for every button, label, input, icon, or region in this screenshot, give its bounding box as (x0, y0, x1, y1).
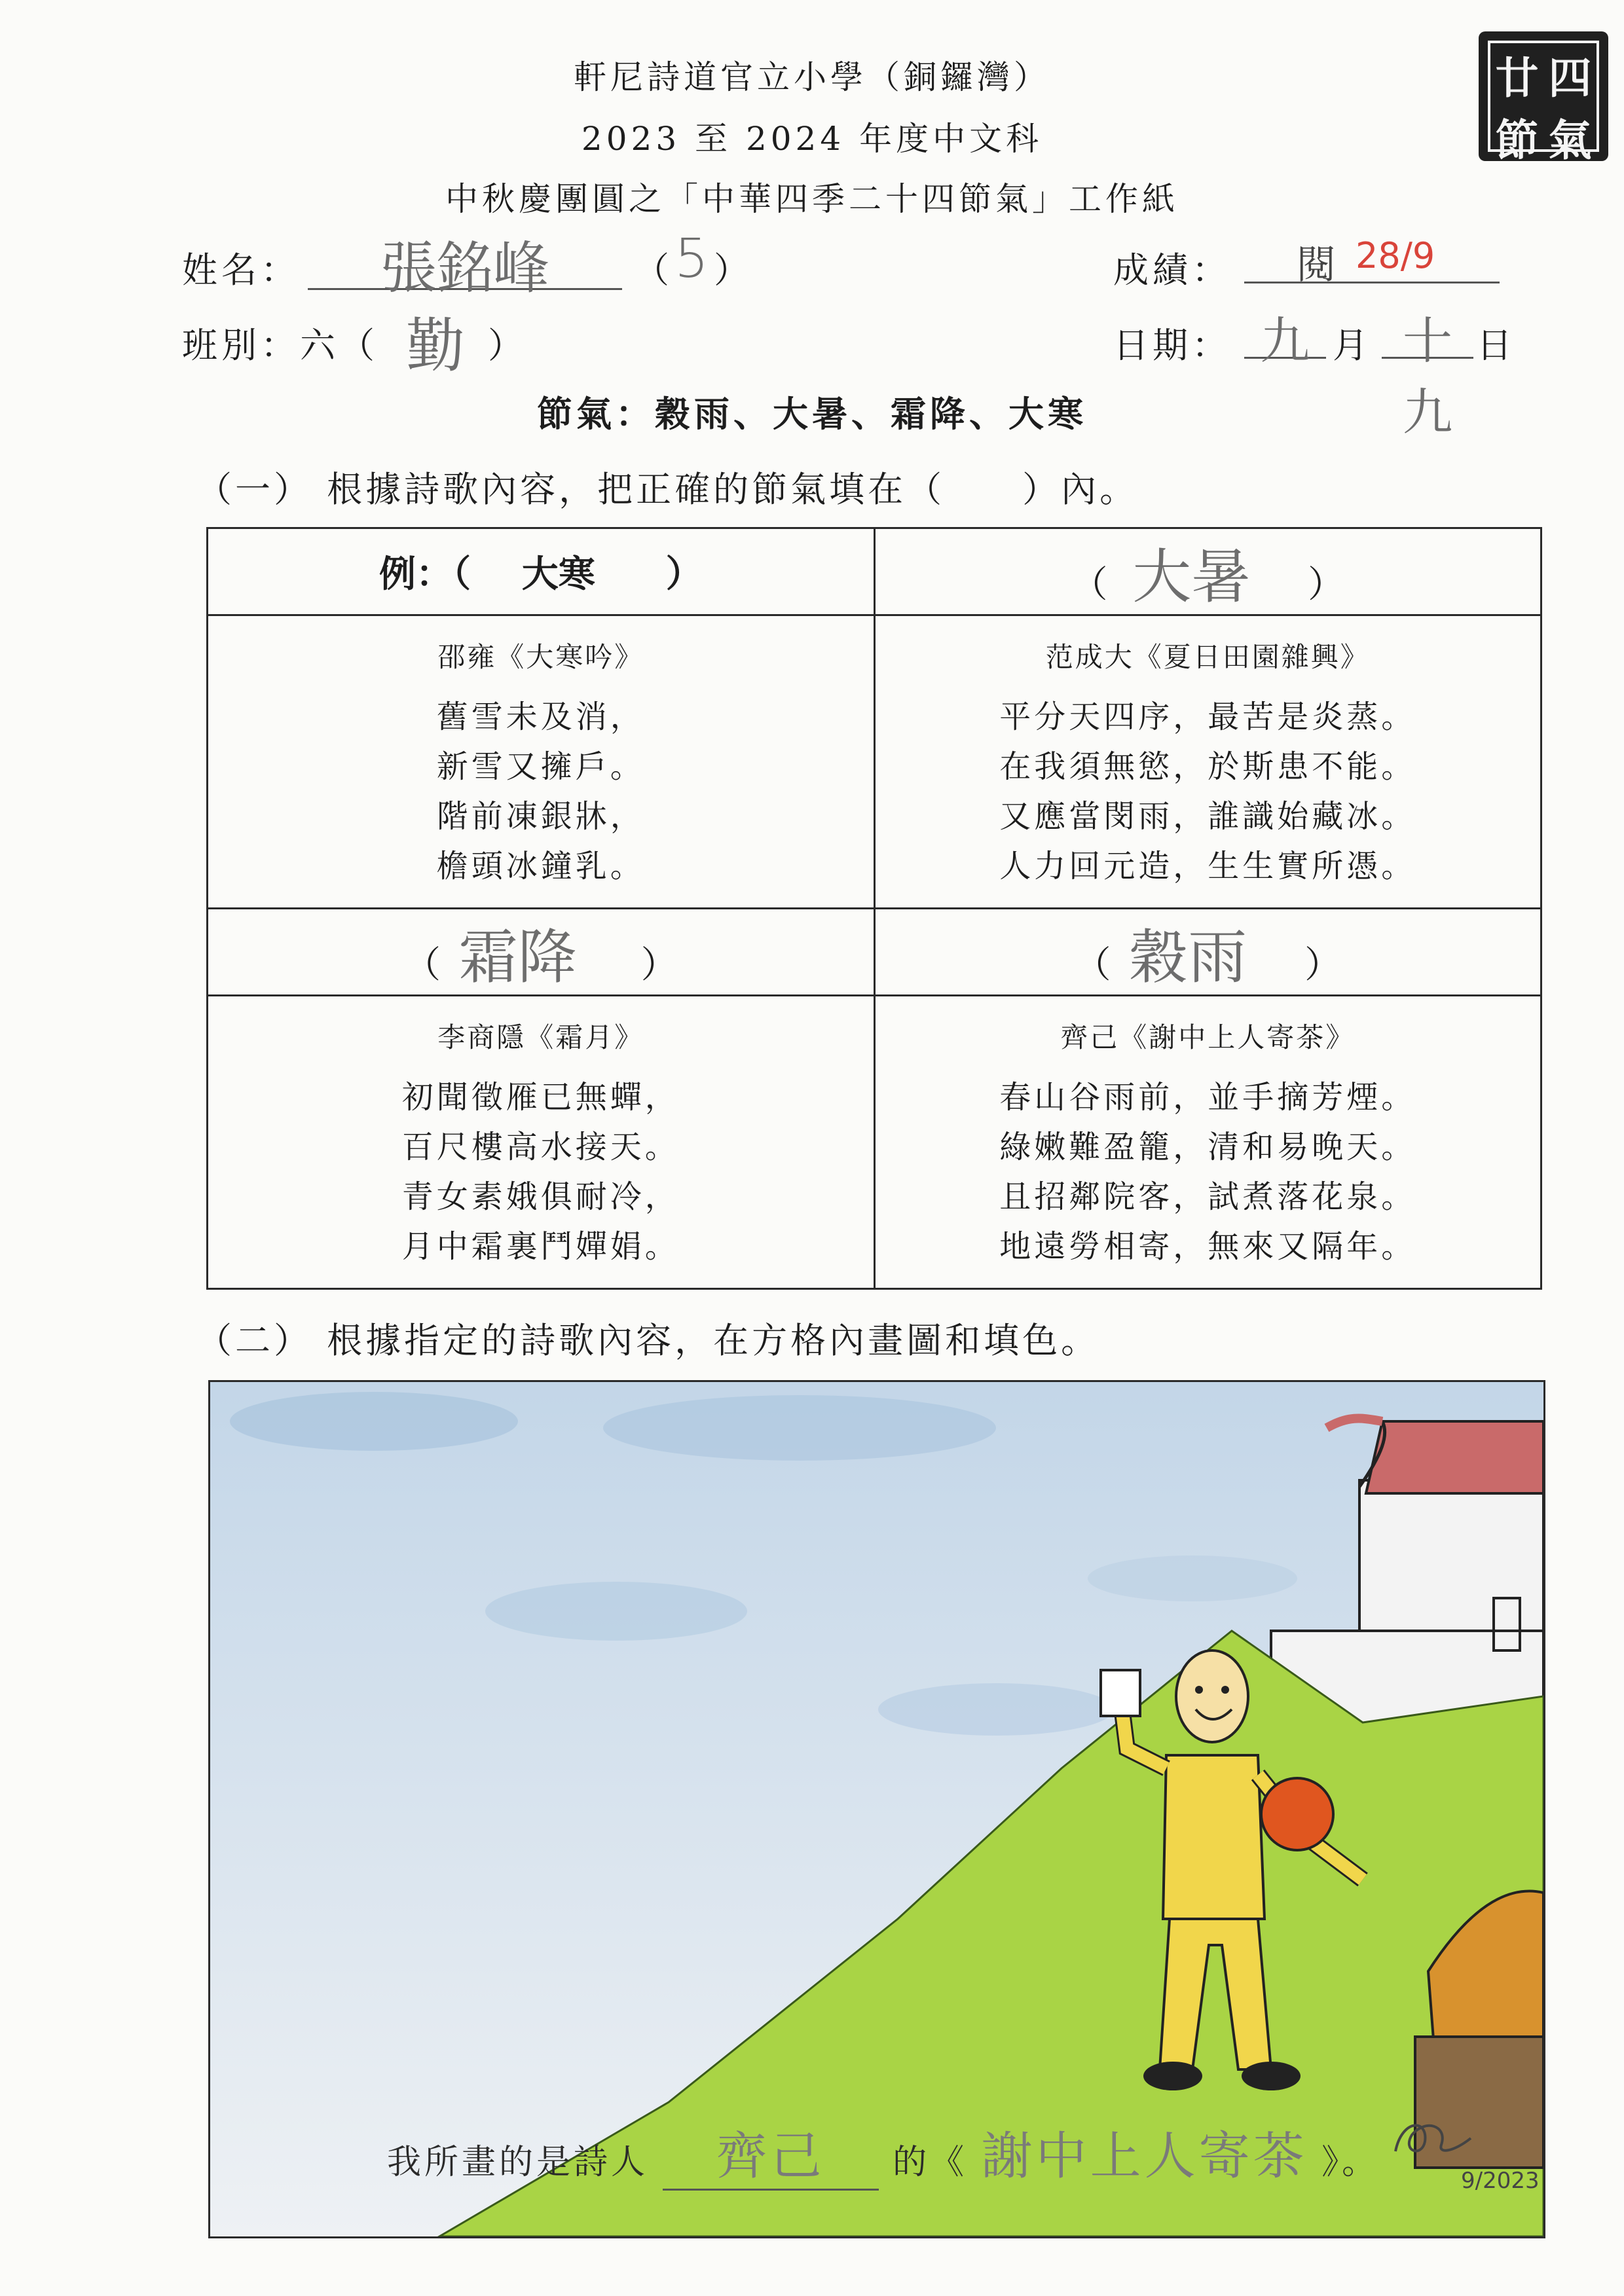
poem-3-line-4: 月中霜裏鬥嬋娟。 (401, 1228, 680, 1265)
poem-4-line-3: 且招鄰院客，試煮落花泉。 (999, 1178, 1416, 1215)
worksheet-title: 中秋慶團圓之「中華四季二十四節氣」工作紙 (445, 180, 1179, 218)
poem-4-line-4: 地遠勞相寄，無來又隔年。 (999, 1228, 1416, 1265)
poem-source-2: 范成大《夏日田園雜興》 (1045, 641, 1370, 673)
class-close: ） (488, 325, 527, 366)
answer-2[interactable]: 大暑 (1132, 543, 1251, 611)
poem-1-line-3: 階前凍銀牀， (436, 798, 645, 835)
paren-close: ） (1308, 564, 1345, 606)
caption-suffix: 》。 (1321, 2143, 1380, 2182)
tea-cup (1101, 1670, 1140, 1716)
caption-poem-field[interactable]: 謝中上人寄茶 (981, 2127, 1308, 2186)
name-field[interactable]: 張銘峰 (308, 223, 622, 290)
answer-4[interactable]: 穀雨 (1129, 923, 1247, 992)
sky-cloud (485, 1582, 747, 1641)
answer-cell-3[interactable] (208, 909, 875, 996)
poem-3-line-1: 初聞徵雁已無蟬， (401, 1079, 680, 1116)
date-month-unit: 月 (1333, 325, 1372, 366)
class-label: 班別：六（ (182, 325, 378, 366)
poem-2-line-2: 在我須無慾，於斯患不能。 (999, 748, 1416, 785)
example-answer: 大寒 (521, 553, 595, 596)
stamp-char-2: 四 (1548, 53, 1592, 103)
poem-source-4: 齊己《謝中上人寄茶》 (1060, 1021, 1356, 1053)
poem-4-line-2: 綠嫩難盈籠，清和易晚天。 (999, 1129, 1416, 1165)
grade-stamp: 閱 (1297, 242, 1336, 288)
answer-3[interactable]: 霜降 (458, 923, 577, 992)
sky-cloud (230, 1392, 518, 1451)
number-field[interactable]: 5 (674, 228, 709, 290)
year-subject: 2023 至 2024 年度中文科 (581, 120, 1043, 158)
example-prefix: 例：（ (378, 553, 471, 596)
paren-open: （ (1071, 564, 1108, 606)
poem-cell-3 (208, 996, 875, 1289)
poem-source-3: 李商隱《霜月》 (437, 1021, 644, 1053)
answer-cell-2[interactable] (874, 528, 1541, 615)
artist-signature (1389, 2112, 1481, 2164)
poem-2-line-3: 又應當閔雨，誰識始藏冰。 (999, 798, 1416, 835)
paren-close: ） (640, 944, 678, 987)
example-header-cell (208, 528, 875, 615)
grade-mark: 28/9 (1356, 235, 1435, 276)
caption-poet-field[interactable]: 齊己 (663, 2115, 879, 2191)
signature-date: 9/2023 (1461, 2168, 1540, 2194)
poem-3-line-3: 青女素娥俱耐冷， (401, 1178, 680, 1215)
drawing-frame[interactable] (208, 1380, 1545, 2238)
example-suffix: ） (665, 553, 703, 596)
answer-cell-4[interactable] (874, 909, 1541, 996)
school-name: 軒尼詩道官立小學（銅鑼灣） (574, 58, 1050, 96)
stamp-char-3: 節 (1495, 115, 1539, 166)
poem-2-line-1: 平分天四序，最苦是炎蒸。 (999, 699, 1416, 735)
fan (1261, 1778, 1333, 1850)
poem-table (206, 527, 1542, 1290)
paren-open: （ (1074, 944, 1111, 987)
sky-cloud (878, 1683, 1114, 1736)
poem-2-line-4: 人力回元造，生生實所憑。 (999, 848, 1416, 884)
poem-cell-1 (208, 615, 875, 909)
section2-instruction: （二） 根據指定的詩歌內容，在方格內畫圖和填色。 (196, 1320, 1100, 1361)
class-field[interactable]: 勤 (406, 312, 465, 380)
poem-cell-4 (874, 996, 1541, 1289)
poem-1-line-2: 新雪又擁戶。 (436, 748, 645, 785)
date-day-field[interactable]: 十九 (1382, 301, 1473, 359)
name-label: 姓名： (182, 249, 300, 291)
date-label: 日期： (1113, 325, 1231, 366)
paren-close: ） (1304, 944, 1342, 987)
caption-mid: 的《 (893, 2143, 968, 2182)
poem-cell-2 (874, 615, 1541, 909)
stamp-char-1: 廿 (1495, 53, 1539, 103)
signature-scribble (1389, 2112, 1481, 2164)
poem-4-line-1: 春山谷雨前，並手摘芳煙。 (999, 1079, 1416, 1116)
grade-field[interactable] (1244, 226, 1500, 288)
stamp-char-4: 氣 (1548, 115, 1592, 166)
poem-source-1: 邵雍《大寒吟》 (437, 641, 644, 673)
caption-prefix: 我所畫的是詩人 (387, 2143, 649, 2182)
poem-1-line-4: 檐頭冰鐘乳。 (436, 848, 645, 884)
section1-instruction: （一） 根據詩歌內容，把正確的節氣填在（ ）內。 (196, 469, 1139, 510)
solar-terms-heading: 節氣：穀雨、大暑、霜降、大寒 (537, 393, 1087, 435)
drawing-caption (387, 2115, 1379, 2191)
number-open: （ (634, 249, 673, 291)
sky-cloud (603, 1395, 996, 1461)
sky-cloud (1088, 1556, 1297, 1601)
student-drawing (210, 1382, 1543, 2236)
grade-label: 成績： (1113, 249, 1231, 291)
number-close: ） (714, 249, 753, 291)
paren-open: （ (403, 944, 441, 987)
date-month-field[interactable]: 九 (1244, 301, 1326, 359)
poem-3-line-2: 百尺樓高水接天。 (401, 1129, 680, 1165)
poem-1-line-1: 舊雪未及消， (436, 699, 645, 735)
date-day-unit: 日 (1477, 325, 1516, 366)
